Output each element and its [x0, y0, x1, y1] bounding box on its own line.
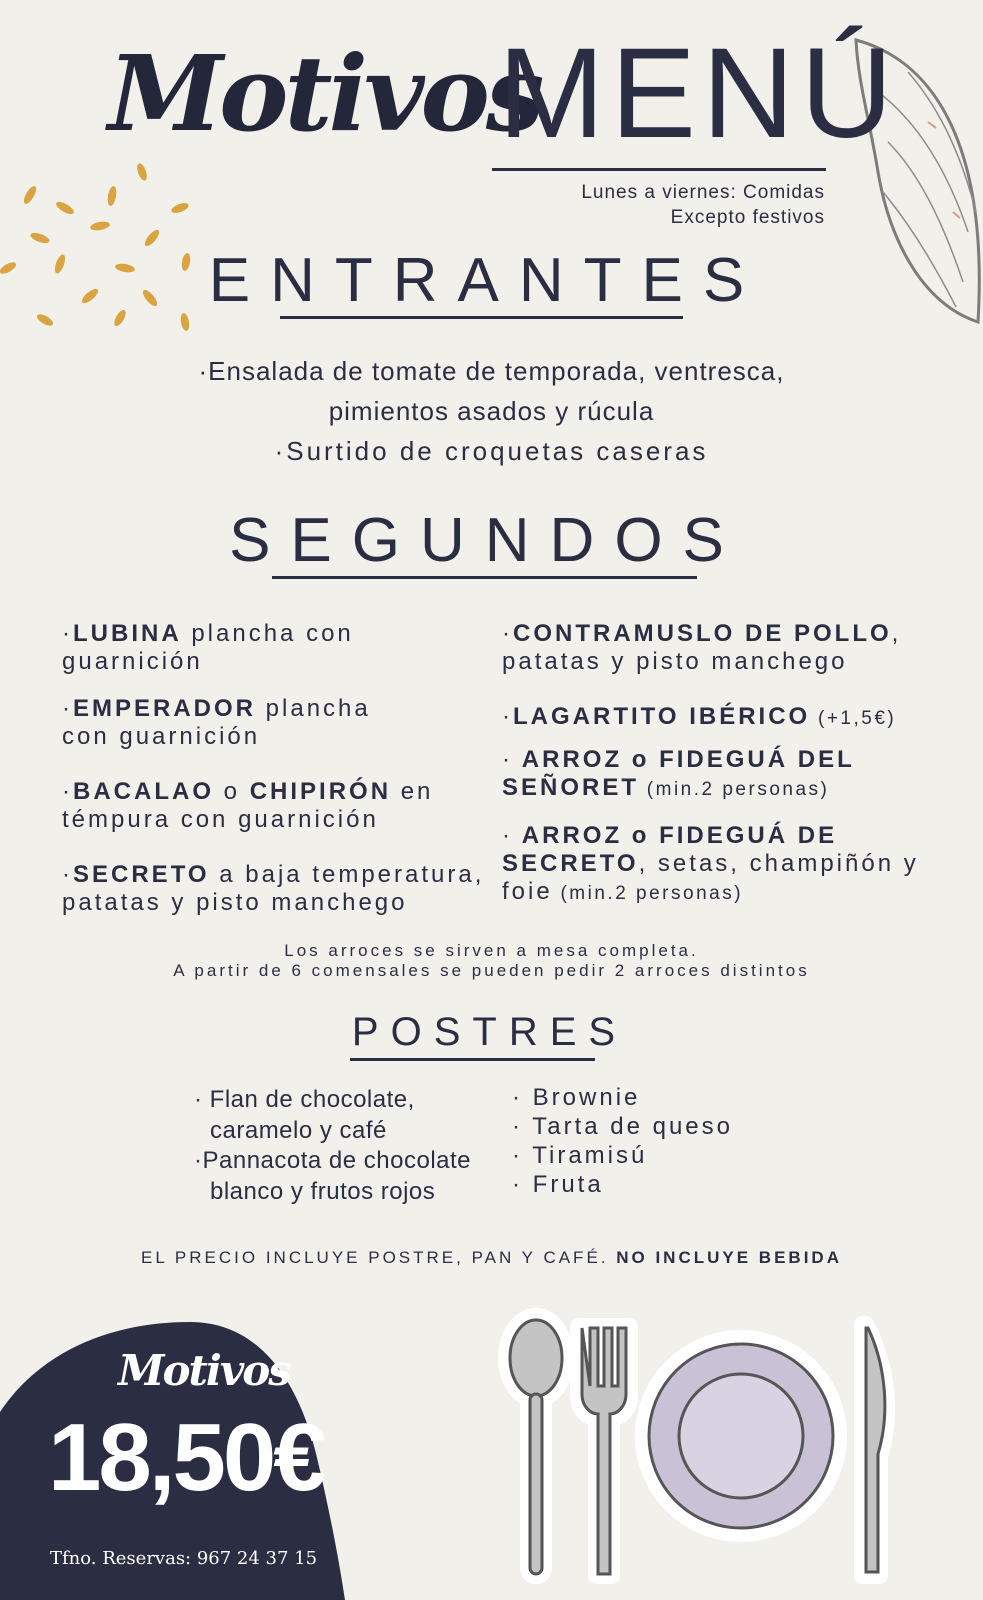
exception-text: Excepto festivos	[670, 207, 825, 228]
price-includes-note: EL PRECIO INCLUYE POSTRE, PAN Y CAFÉ. NO INCLUYE BEBIDA	[141, 1248, 842, 1267]
dish-secreto: ·SECRETO a baja temperatura, patatas y pisto manchego	[62, 861, 485, 916]
menu-title: MENÚ	[498, 22, 899, 165]
entrante-item: ·Surtido de croquetas caseras	[274, 436, 709, 466]
postre-item: ·Pannacota de chocolate	[194, 1147, 472, 1174]
price-badge-brand: Motivos	[118, 1346, 290, 1395]
postre-item: · Tarta de queso	[512, 1113, 734, 1140]
segundos-underline	[272, 576, 697, 579]
postres-title: POSTRES	[351, 1010, 628, 1054]
reservation-phone: Tfno. Reservas: 967 24 37 15	[50, 1548, 318, 1569]
postre-item: blanco y frutos rojos	[210, 1177, 436, 1205]
entrante-item: pimientos asados y rúcula	[328, 396, 655, 426]
arroces-note: Los arroces se sirven a mesa completa.	[284, 941, 699, 960]
entrantes-underline	[280, 316, 683, 319]
dish-lubina: ·LUBINA plancha con guarnición	[62, 620, 354, 675]
dish-contramuslo: ·CONTRAMUSLO DE POLLO, patatas y pisto manchego	[502, 620, 902, 675]
postres-left-list	[194, 1085, 471, 1207]
postres-right-list	[512, 1083, 733, 1199]
cutlery-plate-illustration	[488, 1306, 918, 1596]
dish-lagartito: ·LAGARTITO IBÉRICO (+1,5€)	[502, 703, 897, 730]
entrantes-title: ENTRANTES	[208, 246, 765, 315]
dish-arroz-senoret: · ARROZ o FIDEGUÁ DEL SEÑORET (min.2 personas)	[502, 746, 855, 801]
postre-item: · Tiramisú	[512, 1142, 648, 1169]
postre-item: · Flan de chocolate,	[194, 1086, 415, 1113]
postre-item: · Fruta	[512, 1171, 604, 1198]
dish-bacalao-chipiron: ·BACALAO o CHIPIRÓN en témpura con guarnición	[62, 778, 434, 833]
arroces-note: A partir de 6 comensales se pueden pedir 2 arroces distintos	[173, 961, 810, 980]
entrante-item: ·Ensalada de tomate de temporada, ventresca,	[198, 356, 785, 386]
spoon-icon	[510, 1320, 562, 1574]
brand-logo: Motivos	[108, 32, 541, 155]
dish-arroz-secreto: · ARROZ o FIDEGUÁ DE SECRETO, setas, champiñón y foie (min.2 personas)	[502, 822, 919, 905]
postres-underline	[350, 1058, 595, 1061]
postre-item: caramelo y café	[210, 1116, 387, 1144]
menu-price: 18,50€	[48, 1404, 324, 1511]
title-underline	[492, 168, 826, 171]
schedule-text: Lunes a viernes: Comidas	[581, 182, 825, 203]
postre-item: · Brownie	[512, 1084, 641, 1111]
dish-emperador: ·EMPERADOR plancha con guarnición	[62, 695, 371, 750]
plate-icon	[649, 1344, 833, 1528]
segundos-title: SEGUNDOS	[229, 506, 744, 575]
